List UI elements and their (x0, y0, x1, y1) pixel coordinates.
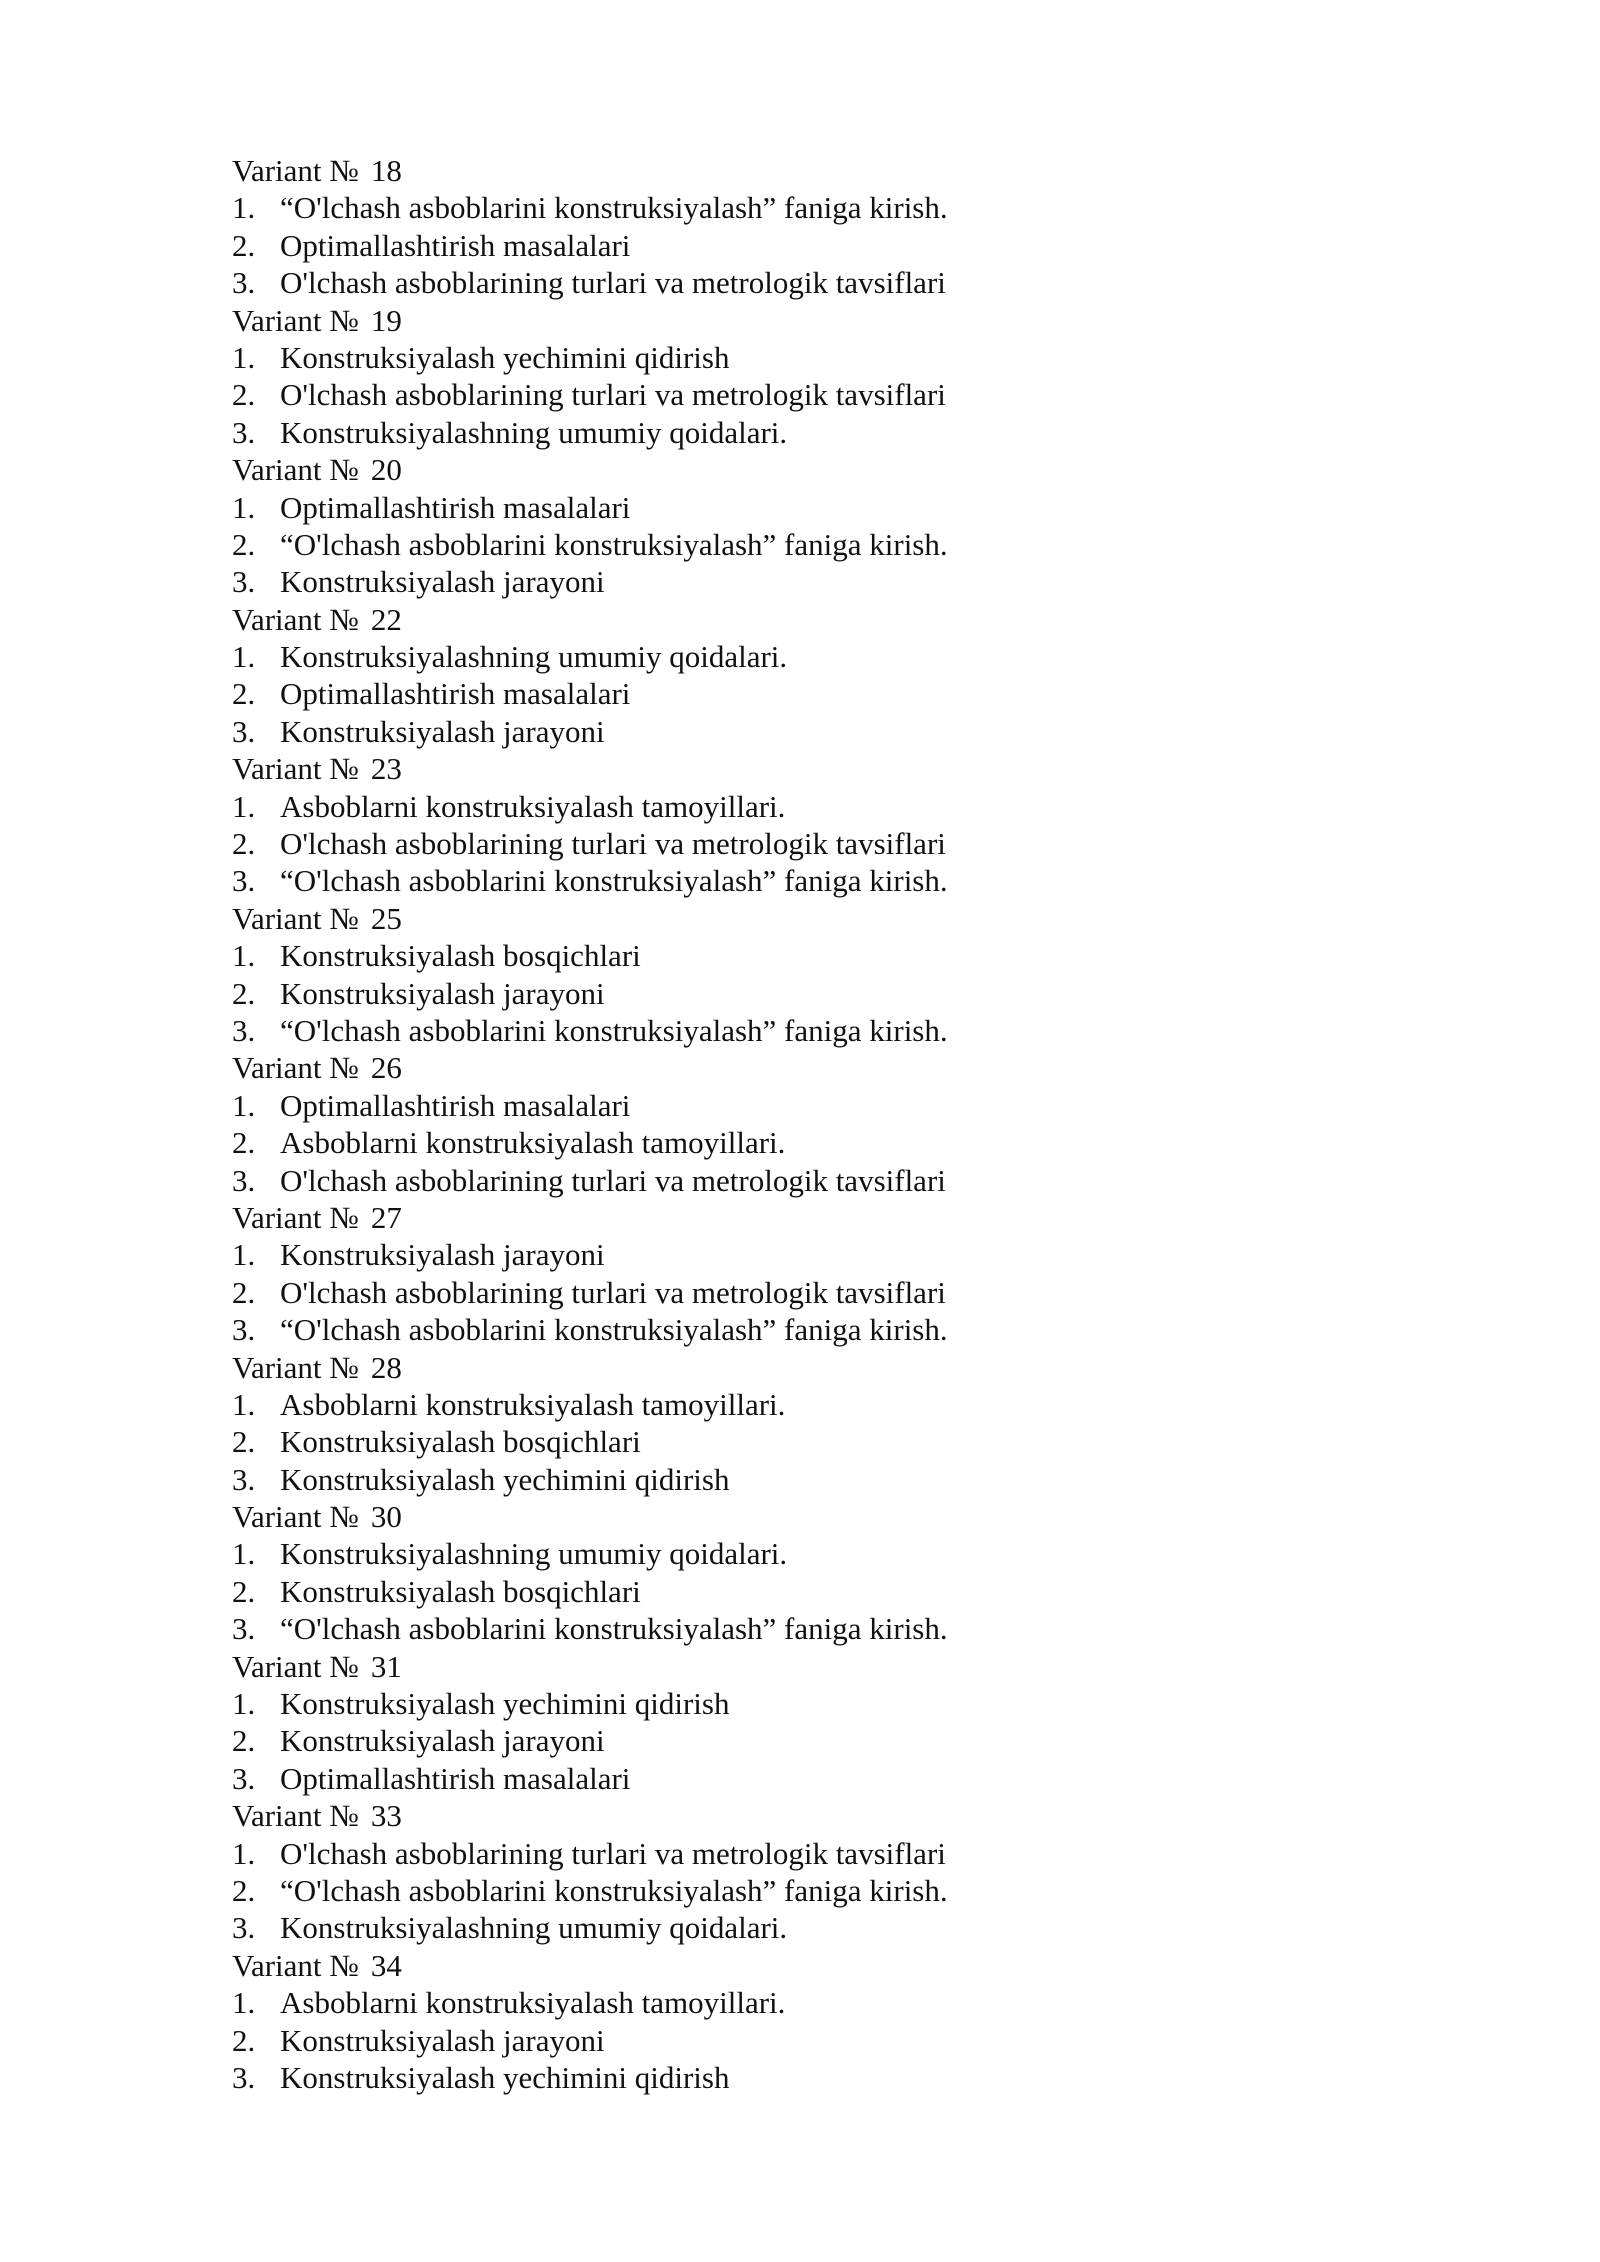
question-number: 1. (232, 1536, 256, 1572)
question-number: 2. (232, 1125, 256, 1161)
question-item (232, 1760, 1432, 1797)
variant-heading (232, 1049, 1432, 1086)
question-text: “O'lchash asboblarini konstruksiyalash” faniga kirish. (280, 863, 948, 899)
variant-label: Variant № (232, 1798, 359, 1834)
question-number: 3. (232, 713, 256, 749)
variant-block (232, 1947, 1432, 2097)
question-text: Konstruksiyalashning umumiy qoidalari. (280, 1910, 788, 1946)
variant-label: Variant № (232, 302, 359, 338)
variant-block (232, 1498, 1432, 1648)
variant-heading (232, 302, 1432, 339)
variant-number: 25 (370, 900, 402, 936)
question-item (232, 2059, 1432, 2096)
question-number: 2. (232, 227, 256, 263)
variant-block (232, 302, 1432, 452)
variant-number: 28 (370, 1349, 402, 1385)
question-item (232, 339, 1432, 376)
question-item (232, 1835, 1432, 1872)
question-text: Konstruksiyalash jarayoni (280, 1723, 605, 1759)
question-item (232, 713, 1432, 750)
variant-number: 20 (370, 452, 402, 488)
question-number: 1. (232, 938, 256, 974)
question-item (232, 414, 1432, 451)
question-item (232, 1162, 1432, 1199)
question-number: 3. (232, 1611, 256, 1647)
variant-heading (232, 1648, 1432, 1685)
variant-block (232, 1797, 1432, 1947)
variant-label: Variant № (232, 751, 359, 787)
variant-heading (232, 1199, 1432, 1236)
question-item (232, 1872, 1432, 1909)
variant-block (232, 451, 1432, 601)
question-item (232, 563, 1432, 600)
question-item (232, 1236, 1432, 1273)
variant-number: 27 (370, 1199, 402, 1235)
question-text: O'lchash asboblarining turlari va metrologik tavsiflari (280, 1162, 946, 1198)
question-item (232, 1461, 1432, 1498)
variant-label: Variant № (232, 900, 359, 936)
question-number: 2. (232, 377, 256, 413)
question-item (232, 1909, 1432, 1946)
question-item (232, 189, 1432, 226)
question-item (232, 1311, 1432, 1348)
variant-heading (232, 451, 1432, 488)
question-number: 1. (232, 1835, 256, 1871)
question-text: Optimallashtirish masalalari (280, 676, 631, 712)
question-number: 3. (232, 2059, 256, 2095)
question-text: O'lchash asboblarining turlari va metrologik tavsiflari (280, 1835, 946, 1871)
question-text: Asboblarni konstruksiyalash tamoyillari. (280, 1985, 786, 2021)
question-text: Optimallashtirish masalalari (280, 227, 631, 263)
question-number: 1. (232, 489, 256, 525)
variant-number: 31 (370, 1648, 402, 1684)
question-number: 2. (232, 1274, 256, 1310)
variant-number: 33 (370, 1798, 402, 1834)
question-text: Konstruksiyalash yechimini qidirish (280, 339, 730, 375)
question-item (232, 1423, 1432, 1460)
question-item (232, 376, 1432, 413)
question-number: 3. (232, 1162, 256, 1198)
question-item (232, 937, 1432, 974)
question-text: “O'lchash asboblarini konstruksiyalash” faniga kirish. (280, 526, 948, 562)
question-number: 1. (232, 339, 256, 375)
question-item (232, 675, 1432, 712)
variant-heading (232, 152, 1432, 189)
question-text: Konstruksiyalashning umumiy qoidalari. (280, 414, 788, 450)
question-item (232, 2022, 1432, 2059)
question-item (232, 264, 1432, 301)
question-item (232, 1573, 1432, 1610)
variant-label: Variant № (232, 1050, 359, 1086)
variant-label: Variant № (232, 153, 359, 188)
question-text: Asboblarni konstruksiyalash tamoyillari. (280, 1386, 786, 1422)
question-item (232, 1722, 1432, 1759)
variant-heading (232, 750, 1432, 787)
variant-heading (232, 1498, 1432, 1535)
variant-label: Variant № (232, 1499, 359, 1535)
question-item (232, 1124, 1432, 1161)
question-number: 3. (232, 1312, 256, 1348)
question-text: “O'lchash asboblarini konstruksiyalash” faniga kirish. (280, 1611, 948, 1647)
question-text: Asboblarni konstruksiyalash tamoyillari. (280, 788, 786, 824)
question-number: 3. (232, 265, 256, 301)
question-number: 3. (232, 564, 256, 600)
variant-number: 23 (370, 751, 402, 787)
question-number: 2. (232, 975, 256, 1011)
question-item (232, 1274, 1432, 1311)
question-text: Konstruksiyalash yechimini qidirish (280, 1461, 730, 1497)
variant-label: Variant № (232, 1199, 359, 1235)
question-item (232, 1610, 1432, 1647)
variant-number: 22 (370, 601, 402, 637)
question-text: Konstruksiyalash jarayoni (280, 713, 605, 749)
question-number: 1. (232, 1386, 256, 1422)
question-number: 2. (232, 1573, 256, 1609)
question-text: “O'lchash asboblarini konstruksiyalash” faniga kirish. (280, 190, 948, 226)
question-text: Konstruksiyalashning umumiy qoidalari. (280, 1536, 788, 1572)
question-item (232, 1386, 1432, 1423)
variant-label: Variant № (232, 1648, 359, 1684)
question-item (232, 1535, 1432, 1572)
question-text: O'lchash asboblarining turlari va metrologik tavsiflari (280, 826, 946, 862)
variant-number: 30 (370, 1499, 402, 1535)
variant-heading (232, 1947, 1432, 1984)
question-text: Konstruksiyalash yechimini qidirish (280, 2059, 730, 2095)
question-item (232, 788, 1432, 825)
variant-heading (232, 601, 1432, 638)
question-item (232, 1685, 1432, 1722)
question-text: Konstruksiyalash jarayoni (280, 564, 605, 600)
question-number: 1. (232, 1686, 256, 1722)
question-text: Konstruksiyalash jarayoni (280, 1237, 605, 1273)
question-number: 3. (232, 1461, 256, 1497)
question-text: O'lchash asboblarining turlari va metrologik tavsiflari (280, 1274, 946, 1310)
variant-number: 26 (370, 1050, 402, 1086)
question-number: 1. (232, 1087, 256, 1123)
question-number: 2. (232, 676, 256, 712)
question-number: 2. (232, 526, 256, 562)
question-item (232, 1087, 1432, 1124)
variant-heading (232, 900, 1432, 937)
question-item (232, 825, 1432, 862)
question-text: “O'lchash asboblarini konstruksiyalash” faniga kirish. (280, 1012, 948, 1048)
question-item (232, 489, 1432, 526)
question-text: Konstruksiyalash bosqichlari (280, 1424, 641, 1460)
question-text: Konstruksiyalash jarayoni (280, 975, 605, 1011)
variant-label: Variant № (232, 1349, 359, 1385)
question-text: Optimallashtirish masalalari (280, 489, 631, 525)
variant-label: Variant № (232, 452, 359, 488)
question-text: Asboblarni konstruksiyalash tamoyillari. (280, 1125, 786, 1161)
question-number: 1. (232, 190, 256, 226)
variant-block (232, 900, 1432, 1050)
question-item (232, 1984, 1432, 2021)
variant-block (232, 1349, 1432, 1499)
variant-heading (232, 1349, 1432, 1386)
question-number: 1. (232, 1985, 256, 2021)
question-number: 3. (232, 863, 256, 899)
question-number: 3. (232, 414, 256, 450)
question-text: Konstruksiyalash jarayoni (280, 2022, 605, 2058)
question-text: Konstruksiyalash bosqichlari (280, 938, 641, 974)
variant-block (232, 601, 1432, 751)
variant-number: 18 (370, 153, 402, 188)
variant-number: 34 (370, 1947, 402, 1983)
variant-block (232, 1648, 1432, 1798)
question-item (232, 1012, 1432, 1049)
question-text: Konstruksiyalash yechimini qidirish (280, 1686, 730, 1722)
question-number: 1. (232, 788, 256, 824)
question-number: 1. (232, 639, 256, 675)
question-text: Optimallashtirish masalalari (280, 1087, 631, 1123)
question-number: 2. (232, 1424, 256, 1460)
question-text: Konstruksiyalash bosqichlari (280, 1573, 641, 1609)
question-text: Optimallashtirish masalalari (280, 1760, 631, 1796)
question-number: 3. (232, 1012, 256, 1048)
question-number: 3. (232, 1760, 256, 1796)
variant-block (232, 152, 1432, 302)
question-text: O'lchash asboblarining turlari va metrologik tavsiflari (280, 265, 946, 301)
question-item (232, 526, 1432, 563)
question-number: 2. (232, 826, 256, 862)
variant-block (232, 1049, 1432, 1199)
question-number: 2. (232, 1723, 256, 1759)
variant-number: 19 (370, 302, 402, 338)
question-number: 3. (232, 1910, 256, 1946)
variant-label: Variant № (232, 1947, 359, 1983)
question-item (232, 975, 1432, 1012)
variant-block (232, 1199, 1432, 1349)
question-item (232, 227, 1432, 264)
question-number: 1. (232, 1237, 256, 1273)
question-text: “O'lchash asboblarini konstruksiyalash” faniga kirish. (280, 1872, 948, 1908)
document-body (232, 152, 1432, 2096)
variant-label: Variant № (232, 601, 359, 637)
variant-block (232, 750, 1432, 900)
question-text: O'lchash asboblarining turlari va metrologik tavsiflari (280, 377, 946, 413)
question-item (232, 862, 1432, 899)
question-item (232, 638, 1432, 675)
question-number: 2. (232, 1872, 256, 1908)
variant-heading (232, 1797, 1432, 1834)
question-number: 2. (232, 2022, 256, 2058)
question-text: Konstruksiyalashning umumiy qoidalari. (280, 639, 788, 675)
question-text: “O'lchash asboblarini konstruksiyalash” faniga kirish. (280, 1312, 948, 1348)
